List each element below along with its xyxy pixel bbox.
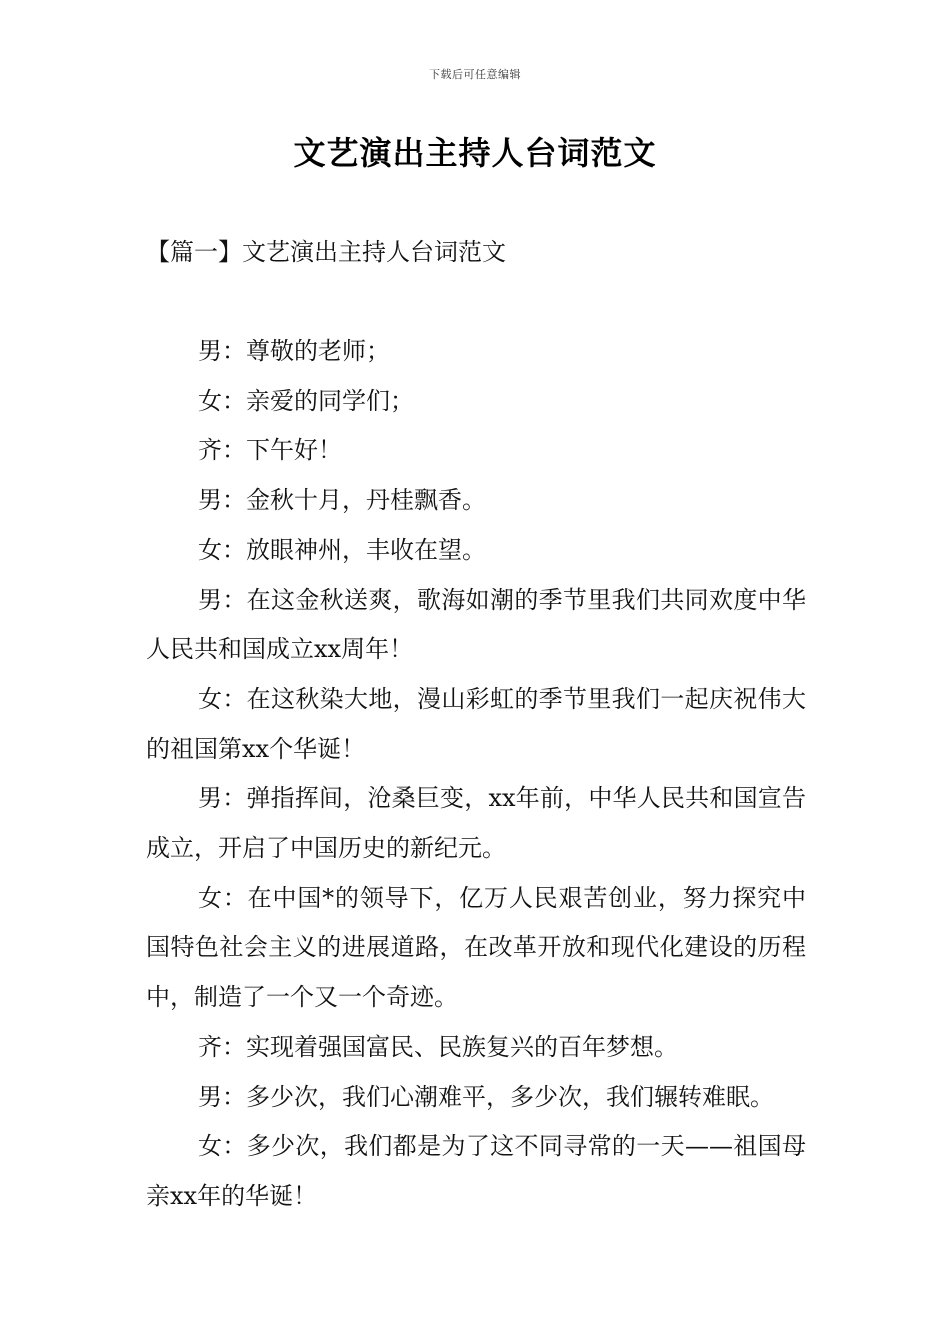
paragraph: 女：放眼神州，丰收在望。 bbox=[198, 535, 486, 564]
paragraph: 女：多少次，我们都是为了这不同寻常的一天——祖国母亲xx年的华诞！ bbox=[146, 1132, 806, 1210]
paragraph: 男：弹指挥间，沧桑巨变，xx年前，中华人民共和国宣告成立，开启了中国历史的新纪元。 bbox=[146, 784, 806, 863]
paragraph: 齐：下午好！ bbox=[198, 436, 342, 465]
paragraph: 男：在这金秋送爽，歌海如潮的季节里我们共同欢度中华人民共和国成立xx周年！ bbox=[146, 585, 806, 664]
paragraph: 女：在这秋染大地，漫山彩虹的季节里我们一起庆祝伟大的祖国第xx个华诞！ bbox=[146, 684, 806, 763]
section-heading: 【篇一】文艺演出主持人台词范文 bbox=[146, 238, 506, 266]
paragraph: 男：金秋十月，丹桂飘香。 bbox=[198, 486, 486, 515]
paragraph: 男：尊敬的老师； bbox=[198, 337, 390, 365]
paragraph: 齐：实现着强国富民、民族复兴的百年梦想。 bbox=[198, 1032, 678, 1061]
header-note: 下载后可任意编辑 bbox=[429, 68, 521, 81]
paragraph: 男：多少次，我们心潮难平，多少次，我们辗转难眠。 bbox=[198, 1082, 774, 1111]
document-title: 文艺演出主持人台词范文 bbox=[293, 134, 657, 172]
paragraph: 女：亲爱的同学们； bbox=[198, 386, 414, 415]
body-text bbox=[146, 327, 806, 1222]
paragraph: 女：在中国*的领导下，亿万人民艰苦创业，努力探究中国特色社会主义的进展道路，在改革开放和现代化建设的历程中，制造了一个又一个奇迹。 bbox=[146, 883, 806, 1012]
